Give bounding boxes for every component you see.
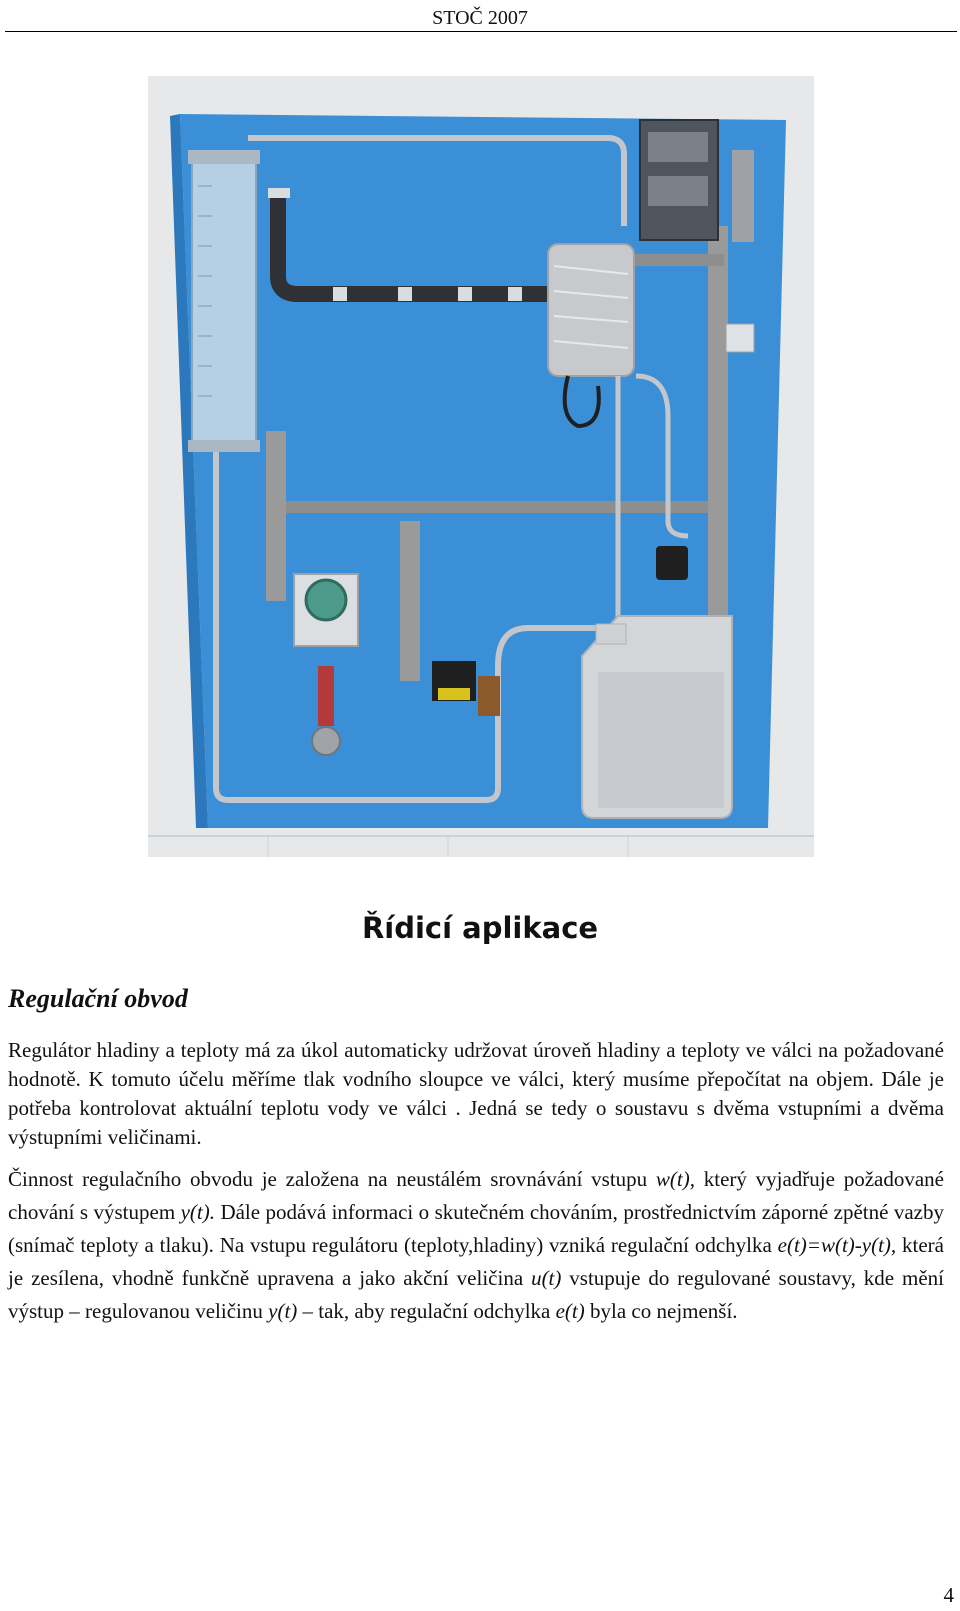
variable-y-output: y(t) xyxy=(268,1299,298,1323)
variable-e: e(t) xyxy=(555,1299,585,1323)
variable-y: y(t). xyxy=(180,1200,216,1224)
cylinder-icon xyxy=(192,156,256,446)
apparatus-photo xyxy=(148,76,814,857)
page-number: 4 xyxy=(943,1583,954,1607)
heater-tank-icon xyxy=(548,244,634,376)
main-title: Řídicí aplikace xyxy=(361,911,599,945)
para2-text-7: byla co nejmenší. xyxy=(584,1299,738,1323)
para2-text-2: který vyjadřuje požadované chování s výstupem xyxy=(8,1167,944,1224)
paragraph-1: Regulátor hladiny a teploty má za úkol automaticky udržovat úroveň hladiny a teploty ve válci na požadované hodnotě. K tomuto účelu měříme tlak vodního sloupce ve válci, který musíme přepočítat na objem. Dále je potřeba kontrolovat aktuální teplotu vody ve válci . Jedná se tedy o soustavu s dvěma vstupními a dvěma výstupními veličinami. xyxy=(8,1038,944,1149)
header-rule xyxy=(5,31,957,32)
para2-text-5: vstupuje do regulované soustavy, kde mění výstup – regulovanou veličinu xyxy=(8,1266,945,1323)
control-valve-icon xyxy=(318,666,334,726)
frame-bar xyxy=(274,501,710,513)
para2-text-4: která je zesílena, vhodně funkčně upravena a jako akční veličina xyxy=(8,1233,944,1290)
variable-e-equation: e(t)=w(t)-y(t), xyxy=(777,1233,897,1257)
para2-text-6: – tak, aby regulační odchylka xyxy=(297,1299,556,1323)
paragraph-2 xyxy=(8,1163,944,1328)
variable-u: u(t) xyxy=(531,1266,562,1290)
pump-icon xyxy=(656,546,688,580)
running-header: STOČ 2007 xyxy=(432,7,528,29)
variable-w: w(t), xyxy=(655,1167,695,1191)
para2-text-3: Dále podává informaci o skutečném chováním, prostřednictvím záporné zpětné vazby (snímač teploty a tlaku). Na vstupu regulátoru (teploty,hladiny) vzniká regulační odchylka xyxy=(8,1200,944,1257)
apparatus-photo-drawing xyxy=(148,76,814,857)
section-title: Regulační obvod xyxy=(8,984,188,1013)
para2-text-1: Činnost regulačního obvodu je založena na neustálém srovnávání vstupu xyxy=(8,1167,656,1191)
